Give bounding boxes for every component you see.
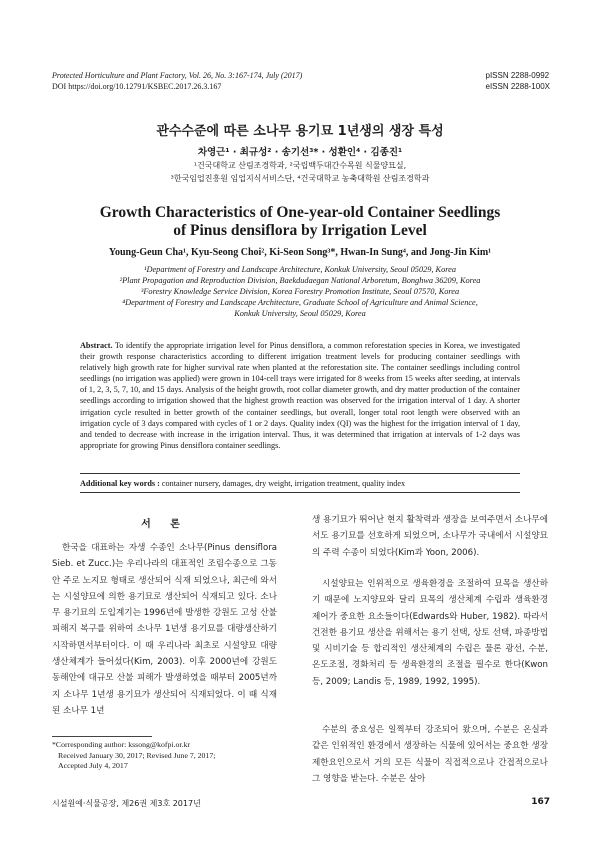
right-column [312, 512, 548, 797]
abstract-text: To identify the appropriate irrigation level for Pinus densiflora, a common reforestation species in Korea, we investigated their growth response characteristics according to different irrigation treatment levels for producing container seedlings with relatively high growth rate for higher survival rate when planted at the reforestation site. The container seedlings including control seedlings (no irrigation was applied) were grown in 104-cell trays were irrigated for 8 weeks from 15 weeks after seeding, at intervals of 1, 2, 3, 5, 7, 10, and 15 days. Analysis of the height growth, root collar diameter growth, and dry matter production of the container seedlings according to irrigation showed that the highest growth reaction was observed for the irrigation interval of 1 day. A shorter irrigation cycle resulted in better growth of the container seedlings, but overall, longer total root length were observed with an irrigation cycle of 3 days compared with cycles of 1 or 2 days. Quality index (QI) was the highest for the irrigation interval of 1 day, and tended to decrease with increase in the irrigation interval. Thus, it was determined that irrigation at intervals of 1-2 days was appropriate for growing Pinus densiflora container seedlings. [80, 341, 520, 450]
intro-paragraph-3: 수분의 중요성은 일찍부터 강조되어 왔으며, 수분은 온실과 같은 인위적인 환경에서 생장하는 식물에 있어서는 중요한 생장 제한요인으로서 거의 모든 식물이 직접적으로나 간접적으로나 그 영향을 받는다. 수분은 살아 [312, 725, 548, 784]
corresponding-author: *Corresponding author: kssong@kofpi.or.kr [52, 740, 190, 749]
accepted-date: Accepted July 4, 2017 [58, 761, 128, 770]
footer-journal: 시설원예·식물공장, 제26권 제3호 2017년 [52, 799, 201, 808]
korean-authors: 차영근¹ · 최규성² · 송기선³* · 성환인⁴ · 김종진¹ [197, 147, 403, 158]
keywords-text: container nursery, damages, dry weight, irrigation treatment, quality index [161, 479, 406, 488]
footnote [52, 740, 292, 772]
keywords-top-rule [80, 473, 520, 474]
english-title-line-2: of Pinus densiflora by Irrigation Level [173, 222, 427, 239]
english-title [0, 204, 600, 240]
keywords-bottom-rule [80, 492, 520, 493]
english-authors: Young-Geun Cha¹, Kyu-Seong Choi², Ki-Seon Song³*, Hwan-In Sung⁴, and Jong-Jin Kim¹ [108, 247, 492, 258]
keywords-label: Additional key words : [80, 479, 160, 488]
pissn: pISSN 2288-0992 [485, 71, 550, 80]
intro-paragraph-1: 한국을 대표하는 자생 수종인 소나무(Pinus densiflora Sieb. et Zucc.)는 우리나라의 대표적인 조림수종으로 그동안 주로 노지묘 형태로 생산되어 식재 되었으나, 최근에 와서는 시설양묘에 의한 용기묘로 생산되어 식재되고 있다. 소나무 용기묘의 도입계기는 1996년에 발생한 강원도 고성 산불피해지 복구를 위하여 소나무 1년생 용기묘를 대량생산하기 시작하면서부터이다. 이 때 우리나라 최초로 시설양묘 대량생산체계가 들어섰다(Kim, 2003). 이후 2000년에 강원도 동해안에 대규모 산불 피해가 발생하였을 때부터 2005년까지 소나무 1년생 용기묘가 생산되어 식재되었다. 이 때 식재된 소나무 1년 [52, 543, 277, 716]
left-column [52, 540, 277, 730]
intro-paragraph-2: 시설양묘는 인위적으로 생육환경을 조절하여 묘목을 생산하기 때문에 노지양묘와 달리 묘목의 생산체계 수립과 생육환경 제어가 중요한 요소들이다(Edwards와 Huber, 1982). 따라서 건전한 용기묘 생산을 위해서는 용기 선택, 상토 선택, 파종방법 및 시비기술 등 합리적인 생산체계의 수립은 물론 광선, 수분, 온도조절, 경화처리 등 생육환경의 조절을 필수로 한다(Kwon 등, 2009; Landis 등, 1989, 1992, 1995). [312, 579, 548, 687]
affiliation-1: ¹Department of Forestry and Landscape Architecture, Konkuk University, Seoul 05029, Korea [144, 265, 456, 274]
affiliation-5: Konkuk University, Seoul 05029, Korea [234, 309, 366, 318]
affiliation-3: ³Forestry Knowledge Service Division, Korea Forestry Promotion Institute, Seoul 07570, Korea [140, 287, 460, 296]
footnote-rule [52, 736, 152, 737]
journal-citation: Protected Horticulture and Plant Factory, Vol. 26, No. 3:167-174, July (2017) [52, 71, 303, 80]
page-number: 167 [531, 797, 550, 807]
section-title-introduction: 서 론 [141, 519, 188, 530]
affiliation-2: ²Plant Propagation and Reproduction Division, Baekdudaegan National Arboretum, Bonghwa 36209, Korea [119, 276, 481, 285]
eissn: eISSN 2288-100X [485, 82, 550, 91]
keywords [80, 479, 520, 488]
korean-affiliation-line-2: ³한국임업진흥원 임업지식서비스단, ⁴건국대학교 농축대학원 산림조경학과 [170, 174, 430, 183]
english-title-line-1: Growth Characteristics of One-year-old Container Seedlings [99, 204, 501, 221]
korean-affiliation-line-1: ¹건국대학교 산림조경학과, ²국립백두대간수목원 식물양묘실, [193, 161, 407, 170]
page-footer [52, 798, 550, 809]
abstract-label: Abstract. [80, 341, 113, 350]
received-dates: Received January 30, 2017; Revised June 7, 2017; [58, 750, 216, 760]
affiliation-4: ⁴Department of Forestry and Landscape Architecture, Graduate School of Agriculture and Animal Science, [122, 298, 478, 307]
korean-title: 관수수준에 따른 소나무 용기묘 1년생의 생장 특성 [156, 124, 444, 139]
doi-link[interactable]: DOI https://doi.org/10.12791/KSBEC.2017.26.3.167 [52, 82, 222, 91]
abstract [80, 340, 520, 451]
intro-paragraph-1-cont: 생 용기묘가 뛰어난 현지 활착력과 생장을 보여주면서 소나무에서도 용기묘를 선호하게 되었으며, 소나무가 국내에서 시설양묘의 주력 수종이 되었다(Kim과 Yoon, 2006). [312, 515, 548, 558]
